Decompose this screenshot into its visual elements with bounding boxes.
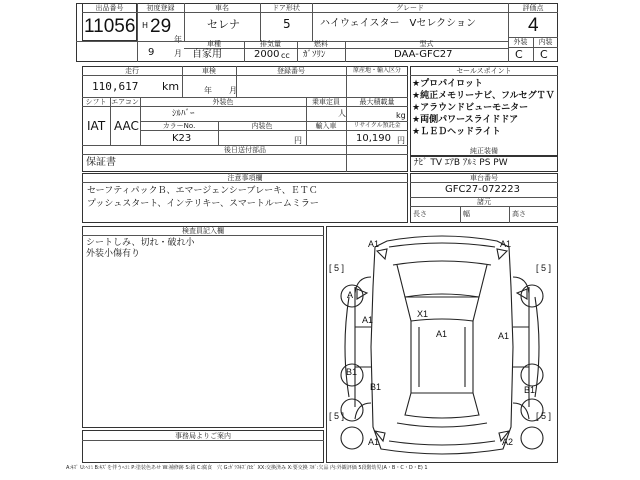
inspection-year-unit: 年: [204, 86, 212, 95]
model-label: 型式: [419, 40, 434, 48]
sales-point-item: ★アラウンドビューモニター: [412, 103, 529, 113]
mark-a1-side-left: A1: [362, 315, 374, 325]
color: ｼﾙﾊﾞｰ: [172, 109, 195, 119]
grade: ハイウェイスター Vセレクション: [320, 18, 476, 29]
grade-label: グレード: [396, 4, 424, 12]
reg-label: 初度登録: [146, 4, 175, 12]
shift-label: シフト: [85, 98, 107, 106]
ac: AAC: [114, 119, 139, 133]
notes-line-1: セーフティパックＢ、エマージェンシーブレーキ、ＥＴＣ: [87, 186, 318, 196]
equipment-title: 純正装備: [470, 147, 498, 155]
int-score: C: [540, 48, 548, 61]
origin-label: 原産地・輸入区分: [352, 67, 401, 74]
mileage-label: 走行: [125, 67, 139, 75]
name-label: 車名: [215, 4, 229, 12]
mark-bracket-left: [ 5 ]: [329, 263, 345, 273]
int-label: 内装: [538, 38, 553, 46]
displacement-label: 排気量: [260, 40, 281, 48]
sales-point-item: ★ＬＥＤヘッドライト: [412, 127, 501, 137]
ext-label: 外装: [513, 38, 528, 46]
sales-point-item: ★プロパイロット: [412, 79, 483, 89]
wheel-rear-right: [521, 364, 543, 386]
reg-year: 29: [150, 16, 172, 37]
recycle-label: リサイクル預託金: [353, 122, 401, 129]
reg-month: 9: [148, 47, 155, 58]
inspection-label: 車検: [202, 67, 216, 75]
office-title: 事務局よりご案内: [175, 432, 231, 440]
inspector-title: 検査員記入欄: [182, 227, 224, 235]
mark-bracket-left-rear: [ 5 ]: [329, 411, 345, 421]
mark-wheel-b1-right: B1: [524, 385, 536, 395]
fuel-label: 燃料: [314, 40, 328, 48]
month-unit: 月: [174, 49, 182, 58]
doors: 5: [283, 17, 291, 31]
displacement: 2000: [254, 49, 280, 60]
width-label: 幅: [463, 210, 470, 218]
reg-no-label: 登録番号: [277, 67, 305, 75]
load-label: 最大積載量: [359, 98, 395, 106]
ext-score: C: [515, 48, 523, 61]
recycle-unit: 円: [397, 136, 405, 145]
color-no-label: カラーNo.: [162, 122, 196, 130]
score-label: 評価点: [522, 4, 544, 12]
era: H: [142, 21, 149, 30]
import-label: 輸入車: [315, 122, 337, 130]
mark-a1-side-right: A1: [498, 331, 510, 341]
inspector-line-1: シートしみ、切れ・破れ小: [86, 238, 195, 248]
lot-number: 11056: [84, 16, 136, 37]
height-label: 高さ: [512, 210, 526, 218]
mark-b1-left: B1: [370, 382, 382, 392]
interior-color-label: 内装色: [251, 122, 273, 130]
mark-bracket-right: [ 5 ]: [536, 263, 552, 273]
notes-line-2: プッシュスタート、インテリキー、スマートルームミラー: [87, 199, 319, 209]
recycle-fee: 10,190: [356, 133, 391, 144]
model: DAA-GFC27: [394, 49, 453, 60]
warranty: 保証書: [86, 157, 116, 168]
wheel-front-right: [521, 285, 543, 307]
load-unit: kg: [396, 111, 406, 120]
capacity-unit: 人: [338, 109, 346, 118]
mark-x1: X1: [417, 309, 429, 319]
inspection-month-unit: 月: [229, 86, 237, 95]
lot-label: 出品番号: [95, 4, 124, 12]
fuel: ｶﾞｿﾘﾝ: [303, 50, 326, 60]
equipment: ﾅﾋﾞ TV ｴｱB ｱﾙﾐ PS PW: [414, 158, 508, 168]
displacement-unit: cc: [281, 51, 290, 60]
mark-a1-front-left: A1: [368, 239, 380, 249]
color-no: K23: [172, 133, 192, 144]
length-label: 長さ: [413, 210, 427, 218]
mileage-unit: km: [162, 80, 180, 93]
doors-label: ドア形状: [272, 4, 300, 12]
sales-points-title: セールスポイント: [456, 67, 512, 75]
mark-a2-rear: A2: [502, 437, 514, 447]
car-diagram: [326, 226, 558, 463]
parts-title: 後日送付部品: [224, 146, 266, 154]
mark-wheel-a: A: [347, 290, 354, 300]
mark-wheel-b1-left: B1: [346, 367, 358, 377]
mark-a1-rear: A1: [368, 437, 380, 447]
mileage: 110,617: [92, 80, 139, 93]
year-unit: 年: [174, 35, 182, 44]
capacity-label: 乗車定員: [312, 98, 340, 106]
footer-legend: A:ｷｽﾞ U:ﾍｺﾐ B:ｷｽﾞを伴うﾍｺﾐ P:塗装色あせ W:補修跡 S:錆 C:腐食 穴 G:ｶﾞﾗｽｷｽﾞ/ﾋﾋﾞ XX:交換済み X:要交換 ｽﾎﾞ:欠品 内:外観評価 5段階幼児(A・B・C・D・E) 1: [66, 465, 428, 471]
car-name: セレナ: [207, 18, 240, 31]
yen-unit: 円: [294, 136, 302, 145]
mark-bracket-right-rear: [ 5 ]: [536, 411, 552, 421]
inspector-line-2: 外装小傷有り: [86, 249, 141, 259]
sales-point-item: ★純正メモリーナビ、フルセグＴＶ: [412, 91, 555, 101]
ac-label: エアコン: [111, 98, 139, 106]
car-outline: [327, 227, 557, 462]
vehicle-type-label: 車種: [207, 40, 221, 48]
chassis-title: 車台番号: [470, 174, 498, 182]
color-label: 外装色: [212, 98, 234, 106]
sales-point-item: ★両側パワースライドドア: [412, 115, 519, 125]
dims-title: 諸元: [477, 198, 491, 206]
shift: IAT: [87, 119, 106, 133]
mark-a1-front-right: A1: [500, 239, 512, 249]
vehicle-type: 自家用: [192, 49, 222, 60]
notes-title: 注意事項欄: [227, 174, 263, 182]
score: 4: [528, 15, 539, 36]
mark-a1-center: A1: [436, 329, 448, 339]
sales-points-list: [412, 78, 558, 138]
chassis-number: GFC27-072223: [445, 184, 520, 195]
